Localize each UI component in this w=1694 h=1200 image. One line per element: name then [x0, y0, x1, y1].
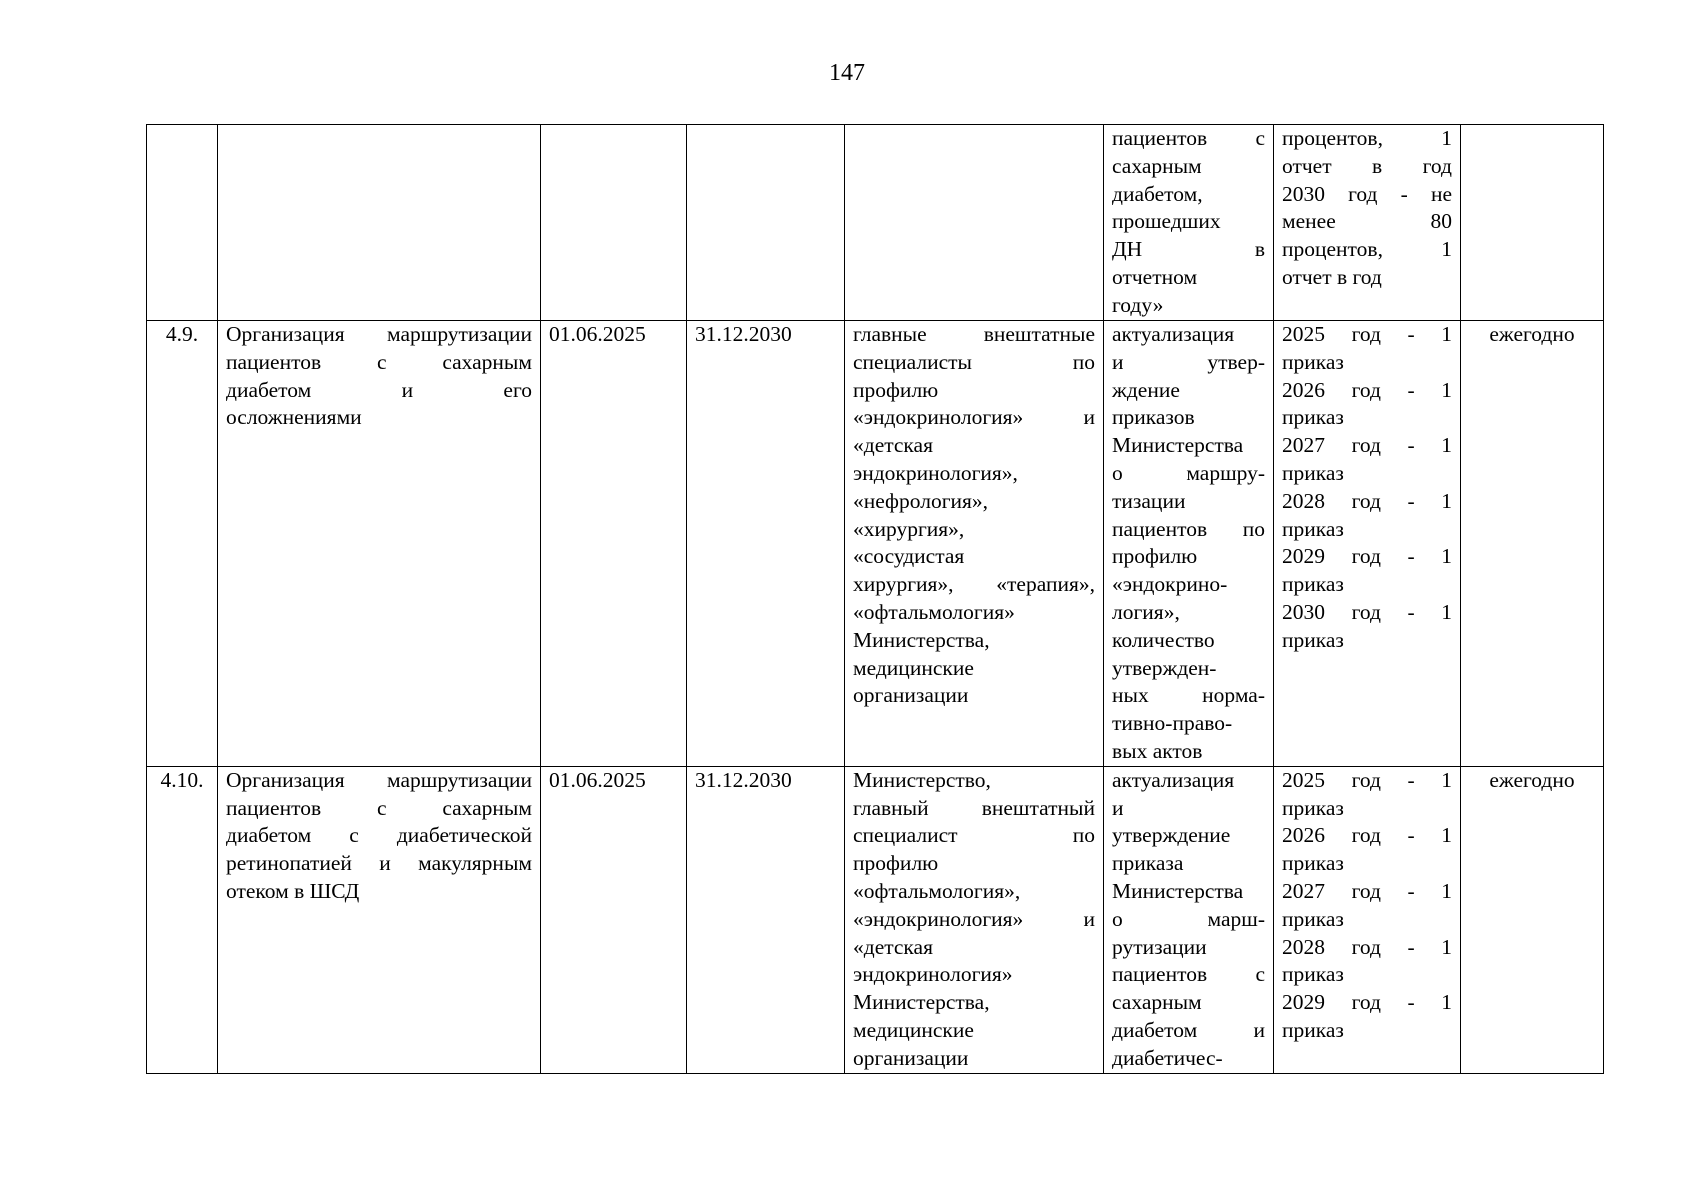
- cell-line: 2026 год - 1: [1282, 377, 1452, 402]
- cell-line: тивно-право-: [1112, 711, 1233, 736]
- cell-line: «сосудистая: [853, 544, 965, 569]
- cell-line: отеком в ШСД: [226, 878, 360, 903]
- expected-result: [1104, 321, 1274, 767]
- activity-name: [218, 321, 541, 767]
- end-date: [687, 125, 845, 321]
- cell-line: прошедших: [1112, 209, 1221, 234]
- cell-line: «эндокринология» и: [853, 405, 1095, 430]
- activity-name: [218, 125, 541, 321]
- cell-line: профилю: [853, 377, 939, 402]
- page-number: 147: [829, 60, 865, 86]
- cell-line: диабетом и: [1112, 1017, 1265, 1042]
- cell-text: 01.06.2025: [549, 767, 646, 792]
- cell-line: о маршру-: [1112, 460, 1265, 485]
- cell-line: специалист по: [853, 823, 1095, 848]
- end-date: [687, 766, 845, 1073]
- cell-line: Министерства: [1112, 433, 1244, 458]
- cell-line: логия»,: [1112, 599, 1180, 624]
- cell-line: приказ: [1282, 906, 1344, 931]
- responsible-parties: [845, 321, 1104, 767]
- cell-text: 31.12.2030: [695, 322, 792, 346]
- cell-line: процентов, 1: [1282, 237, 1452, 262]
- cell-line: Министерства,: [853, 990, 990, 1015]
- responsible-parties: [845, 766, 1104, 1073]
- cell-line: приказ: [1282, 572, 1344, 597]
- cell-line: приказ: [1282, 460, 1344, 485]
- cell-line: «эндокринология» и: [853, 906, 1095, 931]
- cell-line: Министерство,: [853, 767, 991, 792]
- cell-line: количество: [1112, 627, 1215, 652]
- cell-text: ежегодно: [1489, 767, 1575, 792]
- cell-line: главные внештатные: [853, 322, 1095, 346]
- reporting-period: [1461, 321, 1604, 767]
- cell-line: 2028 год - 1: [1282, 488, 1452, 513]
- cell-line: приказ: [1282, 349, 1344, 374]
- cell-line: пациентов с: [1112, 126, 1265, 150]
- cell-line: пациентов с сахарным: [226, 349, 532, 374]
- cell-line: приказ: [1282, 627, 1344, 652]
- cell-line: диабетом и его: [226, 377, 532, 402]
- cell-line: 2027 год - 1: [1282, 433, 1452, 458]
- cell-line: отчет в год: [1282, 264, 1382, 289]
- cell-line: 2027 год - 1: [1282, 878, 1452, 903]
- cell-line: актуализация: [1112, 322, 1235, 346]
- cell-line: тизации: [1112, 488, 1186, 513]
- cell-line: 2030 год - не: [1282, 181, 1452, 206]
- cell-line: профилю: [1112, 544, 1198, 569]
- cell-line: отчет в год: [1282, 153, 1452, 178]
- reporting-period: [1461, 125, 1604, 321]
- cell-line: Организация маршрутизации: [226, 767, 532, 792]
- cell-line: вых актов: [1112, 738, 1203, 763]
- cell-line: ДН в: [1112, 237, 1265, 262]
- cell-line: 2025 год - 1: [1282, 767, 1452, 792]
- cell-line: Министерства,: [853, 627, 990, 652]
- reporting-period: [1461, 766, 1604, 1073]
- cell-line: Министерства: [1112, 878, 1244, 903]
- cell-text: 4.9.: [165, 322, 199, 346]
- cell-line: о марш-: [1112, 906, 1265, 931]
- cell-line: главный внештатный: [853, 795, 1095, 820]
- cell-line: приказ: [1282, 405, 1344, 430]
- cell-line: диабетом,: [1112, 181, 1203, 206]
- cell-line: «хирургия»,: [853, 516, 965, 541]
- row-number: [147, 766, 218, 1073]
- cell-line: приказ: [1282, 962, 1344, 987]
- cell-line: утвержден-: [1112, 655, 1217, 680]
- cell-line: диабетичес-: [1112, 1045, 1223, 1070]
- table-row: [147, 321, 1604, 767]
- cell-text: 31.12.2030: [695, 767, 792, 792]
- indicator-values: [1274, 321, 1461, 767]
- cell-line: отчетном: [1112, 264, 1198, 289]
- cell-line: ных норма-: [1112, 683, 1265, 708]
- cell-line: актуализация: [1112, 767, 1235, 792]
- cell-line: процентов, 1: [1282, 126, 1452, 150]
- cell-line: «нефрология»,: [853, 488, 989, 513]
- cell-line: 2028 год - 1: [1282, 934, 1452, 959]
- row-number: [147, 321, 218, 767]
- cell-line: ретинопатией и макулярным: [226, 851, 532, 876]
- cell-line: «эндокрино-: [1112, 572, 1228, 597]
- activity-table: [146, 124, 1604, 1074]
- cell-line: Организация маршрутизации: [226, 322, 532, 346]
- cell-line: пациентов с сахарным: [226, 795, 532, 820]
- cell-line: пациентов с: [1112, 962, 1265, 987]
- cell-line: диабетом с диабетической: [226, 823, 532, 848]
- cell-line: сахарным: [1112, 990, 1202, 1015]
- cell-line: организации: [853, 1045, 969, 1070]
- cell-line: и: [1112, 795, 1124, 820]
- cell-line: приказ: [1282, 516, 1344, 541]
- indicator-values: [1274, 766, 1461, 1073]
- end-date: [687, 321, 845, 767]
- cell-line: «детская: [853, 433, 933, 458]
- cell-text: 4.10.: [160, 767, 204, 792]
- cell-text: ежегодно: [1489, 322, 1575, 346]
- cell-line: и утвер-: [1112, 349, 1265, 374]
- expected-result: [1104, 766, 1274, 1073]
- start-date: [541, 321, 687, 767]
- start-date: [541, 125, 687, 321]
- table-row: [147, 125, 1604, 321]
- table-row: [147, 766, 1604, 1073]
- responsible-parties: [845, 125, 1104, 321]
- start-date: [541, 766, 687, 1073]
- cell-line: медицинские: [853, 1017, 974, 1042]
- cell-line: хирургия», «терапия»,: [853, 572, 1095, 597]
- cell-line: приказ: [1282, 1017, 1344, 1042]
- cell-line: эндокринология»: [853, 962, 1013, 987]
- cell-line: приказа: [1112, 851, 1184, 876]
- cell-line: 2029 год - 1: [1282, 544, 1452, 569]
- cell-line: профилю: [853, 851, 939, 876]
- cell-line: менее 80: [1282, 209, 1452, 234]
- cell-line: приказ: [1282, 795, 1344, 820]
- row-number: [147, 125, 218, 321]
- cell-line: 2029 год - 1: [1282, 990, 1452, 1015]
- cell-line: осложнениями: [226, 405, 362, 430]
- cell-line: эндокринология»,: [853, 460, 1018, 485]
- indicator-values: [1274, 125, 1461, 321]
- cell-line: «офтальмология»: [853, 599, 1015, 624]
- cell-line: специалисты по: [853, 349, 1095, 374]
- cell-line: организации: [853, 683, 969, 708]
- cell-line: приказов: [1112, 405, 1195, 430]
- cell-line: «детская: [853, 934, 933, 959]
- cell-line: ждение: [1112, 377, 1180, 402]
- cell-line: сахарным: [1112, 153, 1202, 178]
- cell-text: 01.06.2025: [549, 322, 646, 346]
- cell-line: утверждение: [1112, 823, 1231, 848]
- cell-line: пациентов по: [1112, 516, 1265, 541]
- cell-line: рутизации: [1112, 934, 1207, 959]
- activity-name: [218, 766, 541, 1073]
- cell-line: «офтальмология»,: [853, 878, 1021, 903]
- cell-line: году»: [1112, 292, 1164, 317]
- cell-line: 2025 год - 1: [1282, 322, 1452, 346]
- cell-line: медицинские: [853, 655, 974, 680]
- expected-result: [1104, 125, 1274, 321]
- cell-line: 2030 год - 1: [1282, 599, 1452, 624]
- cell-line: 2026 год - 1: [1282, 823, 1452, 848]
- cell-line: приказ: [1282, 851, 1344, 876]
